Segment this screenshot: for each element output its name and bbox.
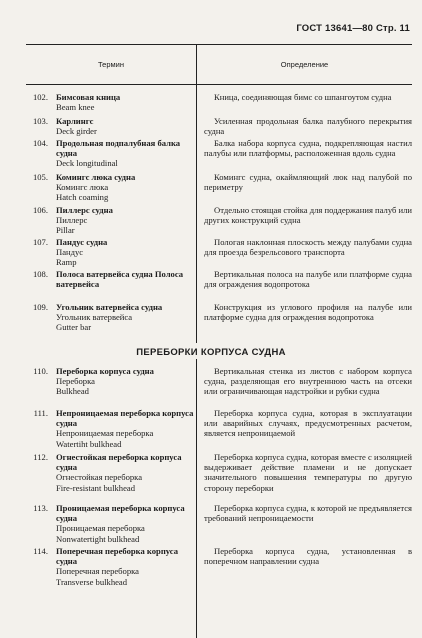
definition: Усиленная продольная балка палубного перекрытия судна [204,116,412,137]
column-header-term: Термин [98,60,124,69]
term-en: Gutter bar [56,322,92,333]
column-header-definition: Определение [280,60,329,69]
term-synonym: Непроницаемая переборка [56,428,154,439]
term-ru: Бимсовая кница [56,92,121,102]
definition: Балка набора корпуса судна, подкрепляющая настил палубы или платформы, расположенная вдоль судна [204,138,412,159]
term-synonym: Пиллерс [56,215,88,226]
term-ru: Полоса ватервейса судна Полоса ватервейса [56,269,184,290]
column-divider [196,83,197,638]
definition: Пологая наклонная плоскость между палубами судна для проезда безрельсового транспорта [204,237,412,258]
term-ru: Угольник ватервейса судна [56,302,163,312]
definition: Кница, соединяющая бимс со шпангоутом судна [214,92,392,102]
term-ru: Пандус судна [56,237,108,247]
entry-number: 109. [32,302,48,312]
entry-number: 107. [32,237,48,247]
term-en: Hatch coaming [56,192,109,203]
entry-number: 105. [32,172,48,182]
entry-number: 113. [33,503,48,513]
section-title: ПЕРЕБОРКИ КОРПУСА СУДНА [136,347,286,358]
definition: Переборка корпуса судна, которая в эксплуатации или аварийных случаях, предусмотренных расчетом, является непроницаемой [204,408,412,439]
term-ru: Пиллерс судна [56,205,113,215]
term-ru: Проницаемая переборка корпуса судна [56,503,185,524]
entry-number: 102. [32,92,48,102]
term-en: Ramp [56,257,77,268]
term-en: Nonwatertight bulkhead [56,533,140,544]
term-ru: Огнестойкая переборка корпуса судна [56,452,182,473]
term-synonym: Огнестойкая переборка [56,472,143,483]
entry-number: 104. [32,138,48,148]
definition: Вертикальная стенка из листов с набором корпуса судна, разделяющая его внутреннюю часть на отсеки или ограничивающая надстройки и рубки судна [204,366,412,397]
definition: Отдельно стоящая стойка для поддержания палуб или других конструкций судна [204,205,413,226]
term-en: Deck girder [56,126,97,137]
definition: Конструкция из углового профиля на палубе или платформе судна для ограждения водопротока [204,302,412,323]
definition: Переборка корпуса судна, которая вместе с изоляцией выдерживает действие пламени и не допускает значительного повышения температуры по другую сторону переборки [204,452,412,493]
entry-number: 112. [33,452,48,462]
term-en: Beam knee [56,102,95,113]
term-en: Fire-resistant bulkhead [56,482,135,493]
term-ru: Комингс люка судна [56,172,136,182]
term-synonym: Проницаемая переборка [56,523,145,534]
term-en: Bulkhead [56,386,89,397]
term-synonym: Пандус [56,247,84,258]
page-header: ГОСТ 13641—80 Стр. 11 [296,23,410,34]
definition: Переборка корпуса судна, к которой не предъявляется требований непроницаемости [204,503,412,524]
term-synonym: Поперечная переборка [56,566,139,577]
term-en: Pillar [56,225,75,236]
term-ru: Непроницаемая переборка корпуса судна [56,408,194,429]
definition: Переборка корпуса судна, установленная в поперечном направлении судна [204,546,412,567]
term-en: Watertiht bulkhead [56,438,122,449]
term-en: Deck longitudinal [56,158,118,169]
definition: Комингс судна, окаймляющий люк над палубой по периметру [204,172,412,193]
term-en: Transverse bulkhead [56,576,128,587]
term-ru: Переборка корпуса судна [56,366,154,376]
term-synonym: Комингс люка [56,182,109,193]
entry-number: 110. [33,366,48,376]
entry-number: 114. [33,546,48,556]
entry-number: 103. [32,116,48,126]
entry-number: 106. [32,205,48,215]
term-ru: Поперечная переборка корпуса судна [56,546,179,567]
term-ru: Продольная подпалубная балка судна [56,138,181,159]
entry-number: 111. [33,408,48,418]
term-synonym: Переборка [56,376,95,387]
term-ru: Карлингс [56,116,94,126]
table-header [26,44,412,85]
entry-number: 108. [32,269,48,279]
definition: Вертикальная полоса на палубе или платформе судна для ограждения водопротока [204,269,412,290]
term-synonym: Угольник ватервейса [56,312,133,323]
